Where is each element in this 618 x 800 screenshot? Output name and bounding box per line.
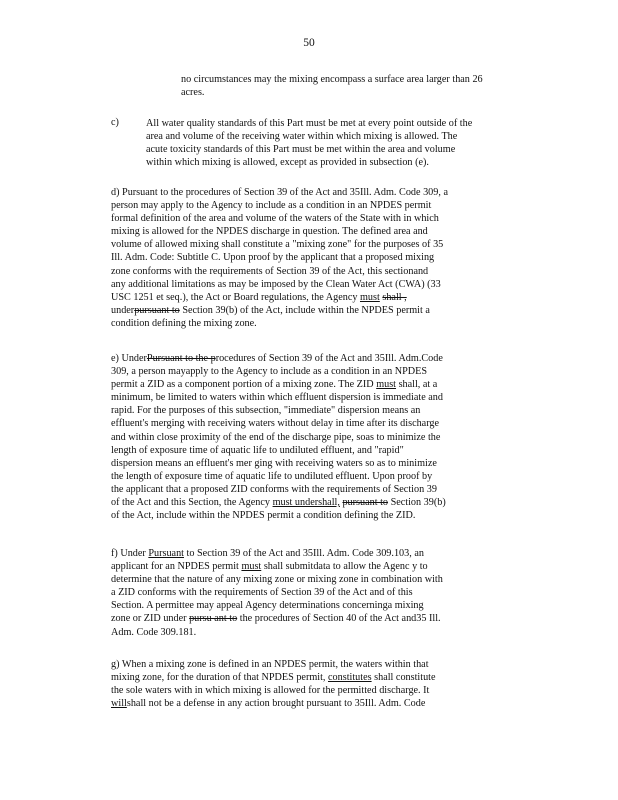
text-line bbox=[111, 304, 574, 317]
subsection-c-label: c) bbox=[111, 117, 119, 128]
text-line: Ill. Adm. Code: Subtitle C. Upon proof by the applicant that a proposed mixing bbox=[111, 252, 435, 264]
inserted-text: must undershall, bbox=[272, 497, 340, 509]
text-line: person may apply to the Agency to include as a condition in an NPDES permit bbox=[111, 200, 432, 212]
text-run: under bbox=[111, 304, 135, 316]
text-line: any additional limitations as may be imposed by the Clean Water Act (CWA) (33 bbox=[111, 278, 441, 290]
text-line: 309, a person mayapply to the Agency to include as a condition in an NPDES bbox=[111, 366, 428, 378]
text-line: dispersion means an effluent's mer ging with receiving waters so as to minimize bbox=[111, 457, 437, 469]
inserted-text: must bbox=[359, 291, 380, 303]
text-line: a ZID conforms with the requirements of Section 39 of the Act and of this bbox=[111, 587, 413, 599]
text-line bbox=[111, 352, 574, 365]
text-line: Section. A permittee may appeal Agency determinations concerninga mixing bbox=[111, 600, 424, 612]
text-line: area and volume of the receiving water within which mixing is allowed. The bbox=[146, 131, 458, 143]
text-run: mixing zone, for the duration of that NPDES permit, bbox=[111, 672, 329, 684]
text-run: to Section 39 of the Act and 35Ill. Adm. Code 309.103, an bbox=[184, 548, 424, 559]
deleted-text: pursuant to bbox=[342, 497, 389, 509]
text-run: Section 39(b) of the Act, include within the NPDES permit a bbox=[179, 304, 430, 316]
text-line bbox=[111, 612, 574, 625]
text-line: the applicant that a proposed ZID conforms with the requirements of Section 39 bbox=[111, 483, 437, 495]
text-line: zone conforms with the requirements of Section 39 of the Act, this sectionand bbox=[111, 265, 429, 277]
inserted-text: Pursuant bbox=[148, 548, 184, 559]
text-line: d) Pursuant to the procedures of Section 39 of the Act and 35Ill. Adm. Code 309, a bbox=[111, 187, 448, 198]
text-line: acres. bbox=[181, 87, 205, 99]
text-line: condition defining the mixing zone. bbox=[111, 317, 257, 329]
text-line: the sole waters with in which mixing is allowed for the permitted discharge. It bbox=[111, 685, 430, 697]
subsection-f bbox=[111, 547, 574, 639]
text-run: the procedures of Section 40 of the Act and35 Ill. bbox=[237, 613, 441, 625]
text-line: effluent's merging with receiving waters without delay in time after its discharge bbox=[111, 418, 440, 430]
text-line: g) When a mixing zone is defined in an NPDES permit, the waters within that bbox=[111, 659, 429, 670]
text-line: acute toxicity standards of this Part must be met within the area and volume bbox=[146, 144, 456, 156]
text-line bbox=[111, 671, 574, 684]
text-line bbox=[111, 560, 574, 573]
deleted-text: to the p bbox=[182, 353, 216, 364]
text-line: the length of exposure time of aquatic life to undiluted effluent. Upon proof by bbox=[111, 470, 433, 482]
text-run: shall constitute bbox=[371, 672, 436, 684]
text-line: formal definition of the area and volume of the waters of the State with in which bbox=[111, 213, 439, 225]
text-run: shall not be a defense in any action brought pursuant to 35Ill. Adm. Code bbox=[126, 698, 426, 710]
text-run: f) Under bbox=[111, 548, 149, 559]
text-line bbox=[111, 496, 574, 509]
text-line bbox=[111, 697, 574, 710]
text-line: rapid. For the purposes of this subsection, "immediate" dispersion means an bbox=[111, 405, 421, 417]
text-run: applicant for an NPDES permit bbox=[111, 561, 242, 573]
inserted-text: must bbox=[376, 379, 397, 391]
text-run: USC 1251 et seq.), the Act or Board regulations, the Agency bbox=[111, 291, 360, 303]
text-run: shall, at a bbox=[396, 379, 438, 391]
text-run: rocedures of Section 39 of the Act and 35Ill. Adm.Code bbox=[215, 353, 443, 364]
text-line: within which mixing is allowed, except as provided in subsection (e). bbox=[146, 157, 429, 169]
subsection-d bbox=[111, 186, 574, 330]
text-line: Adm. Code 309.181. bbox=[111, 626, 197, 638]
text-run: permit a ZID as a component portion of a mixing zone. The ZID bbox=[111, 379, 377, 391]
deleted-text: pursuant to bbox=[134, 304, 180, 316]
subsection-c bbox=[146, 117, 539, 169]
text-run: zone or ZID under bbox=[111, 613, 190, 625]
text-line: volume of allowed mixing shall constitute a "mixing zone" for the purposes of 35 bbox=[111, 239, 444, 251]
text-run: of the Act and this Section, the Agency bbox=[111, 497, 273, 509]
text-line: mixing is allowed for the NPDES discharge in question. The defined area and bbox=[111, 226, 428, 238]
text-line: length of exposure time of aquatic life to undiluted effluent, and "rapid" bbox=[111, 444, 404, 456]
text-line bbox=[111, 291, 574, 304]
inserted-text: constitutes bbox=[328, 672, 372, 684]
text-line: All water quality standards of this Part must be met at every point outside of the bbox=[146, 118, 473, 129]
text-line: and within close proximity of the end of the discharge pipe, soas to minimize the bbox=[111, 431, 441, 443]
deleted-text: Pursuant bbox=[146, 353, 183, 364]
text-run: shall submitdata to allow the Agenc y to bbox=[261, 561, 428, 573]
deleted-text: shall , bbox=[382, 291, 407, 303]
text-line: minimum, be limited to waters within which effluent dispersion is immediate and bbox=[111, 392, 443, 404]
page-number: 50 bbox=[303, 37, 315, 49]
deleted-text: pursu ant to bbox=[189, 613, 238, 625]
text-line bbox=[111, 547, 574, 560]
text-run: Section 39(b) bbox=[388, 497, 446, 509]
subsection-g bbox=[111, 658, 574, 710]
text-line: determine that the nature of any mixing zone or mixing zone in combination with bbox=[111, 574, 443, 586]
text-run: e) Under bbox=[111, 353, 147, 364]
inserted-text: must bbox=[241, 561, 262, 573]
text-line bbox=[111, 378, 574, 391]
inserted-text: will bbox=[111, 698, 127, 710]
text-line: no circumstances may the mixing encompass a surface area larger than 26 bbox=[181, 74, 483, 85]
subsection-e bbox=[111, 352, 574, 522]
text-line: of the Act, include within the NPDES permit a condition defining the ZID. bbox=[111, 510, 416, 522]
intro-paragraph bbox=[181, 73, 538, 99]
